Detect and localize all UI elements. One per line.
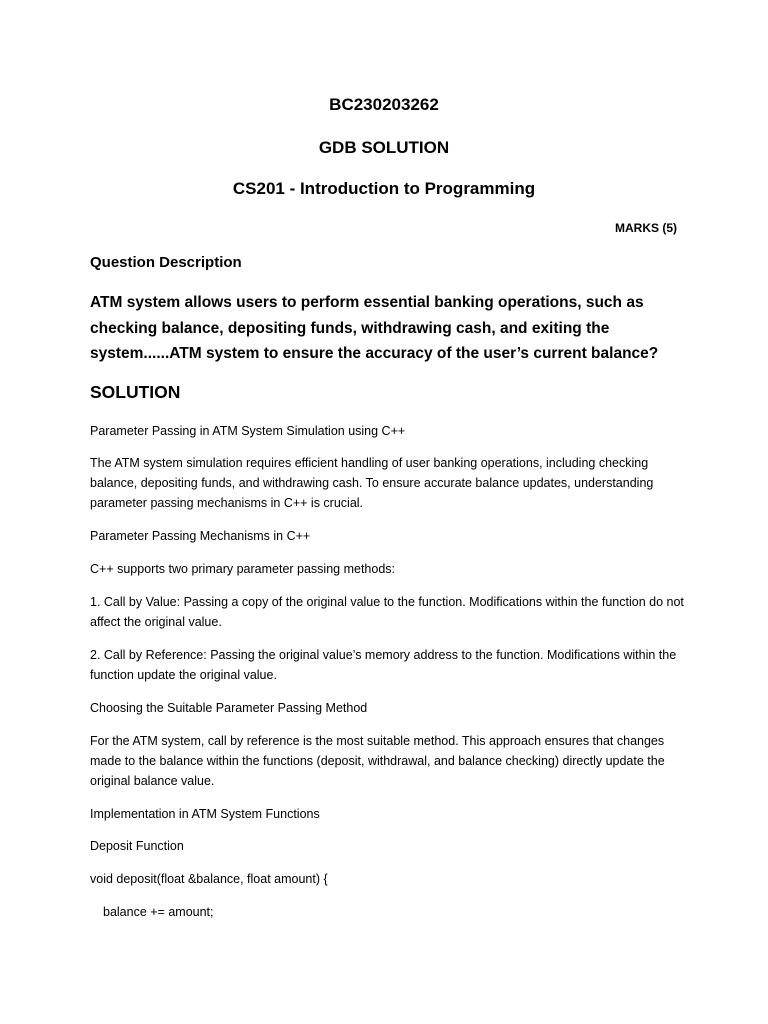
paragraph-choosing-heading: Choosing the Suitable Parameter Passing Method bbox=[90, 701, 368, 715]
student-id: BC230203262 bbox=[329, 95, 439, 114]
code-line-signature: void deposit(float &balance, float amount) { bbox=[90, 872, 328, 886]
solution-heading: SOLUTION bbox=[90, 382, 181, 402]
paragraph-deposit-heading: Deposit Function bbox=[90, 839, 184, 853]
paragraph-intro: The ATM system simulation requires efficient handling of user banking operations, including checking balance, depositing funds, and withdrawing cash. To ensure accurate balance updates, understanding parameter passing mechanisms in C++ is crucial. bbox=[90, 456, 654, 510]
course-title: CS201 - Introduction to Programming bbox=[232, 179, 536, 198]
paragraph-call-by-reference: 2. Call by Reference: Passing the original value’s memory address to the function. Modifications within the function update the original value. bbox=[90, 648, 677, 682]
question-text: ATM system allows users to perform essential banking operations, such as checking balance, depositing funds, withdrawing cash, and exiting the system......ATM system to ensure the accuracy of the user’s current balance? bbox=[90, 294, 659, 362]
paragraph-mechanisms-heading: Parameter Passing Mechanisms in C++ bbox=[90, 529, 311, 543]
paragraph-methods-intro: C++ supports two primary parameter passing methods: bbox=[90, 562, 395, 576]
paragraph-intro-title: Parameter Passing in ATM System Simulation using C++ bbox=[90, 424, 406, 438]
paragraph-implementation-heading: Implementation in ATM System Functions bbox=[90, 807, 320, 821]
paragraph-choosing: For the ATM system, call by reference is the most suitable method. This approach ensures that changes made to the balance within the functions (deposit, withdrawal, and balance checking) directly update the original balance value. bbox=[90, 734, 665, 788]
code-line-body: balance += amount; bbox=[103, 905, 214, 919]
document-title: GDB SOLUTION bbox=[318, 138, 450, 157]
marks-label: MARKS (5) bbox=[615, 221, 677, 235]
paragraph-call-by-value: 1. Call by Value: Passing a copy of the original value to the function. Modifications within the function do not affect the original value. bbox=[90, 595, 684, 629]
question-heading: Question Description bbox=[90, 254, 242, 271]
